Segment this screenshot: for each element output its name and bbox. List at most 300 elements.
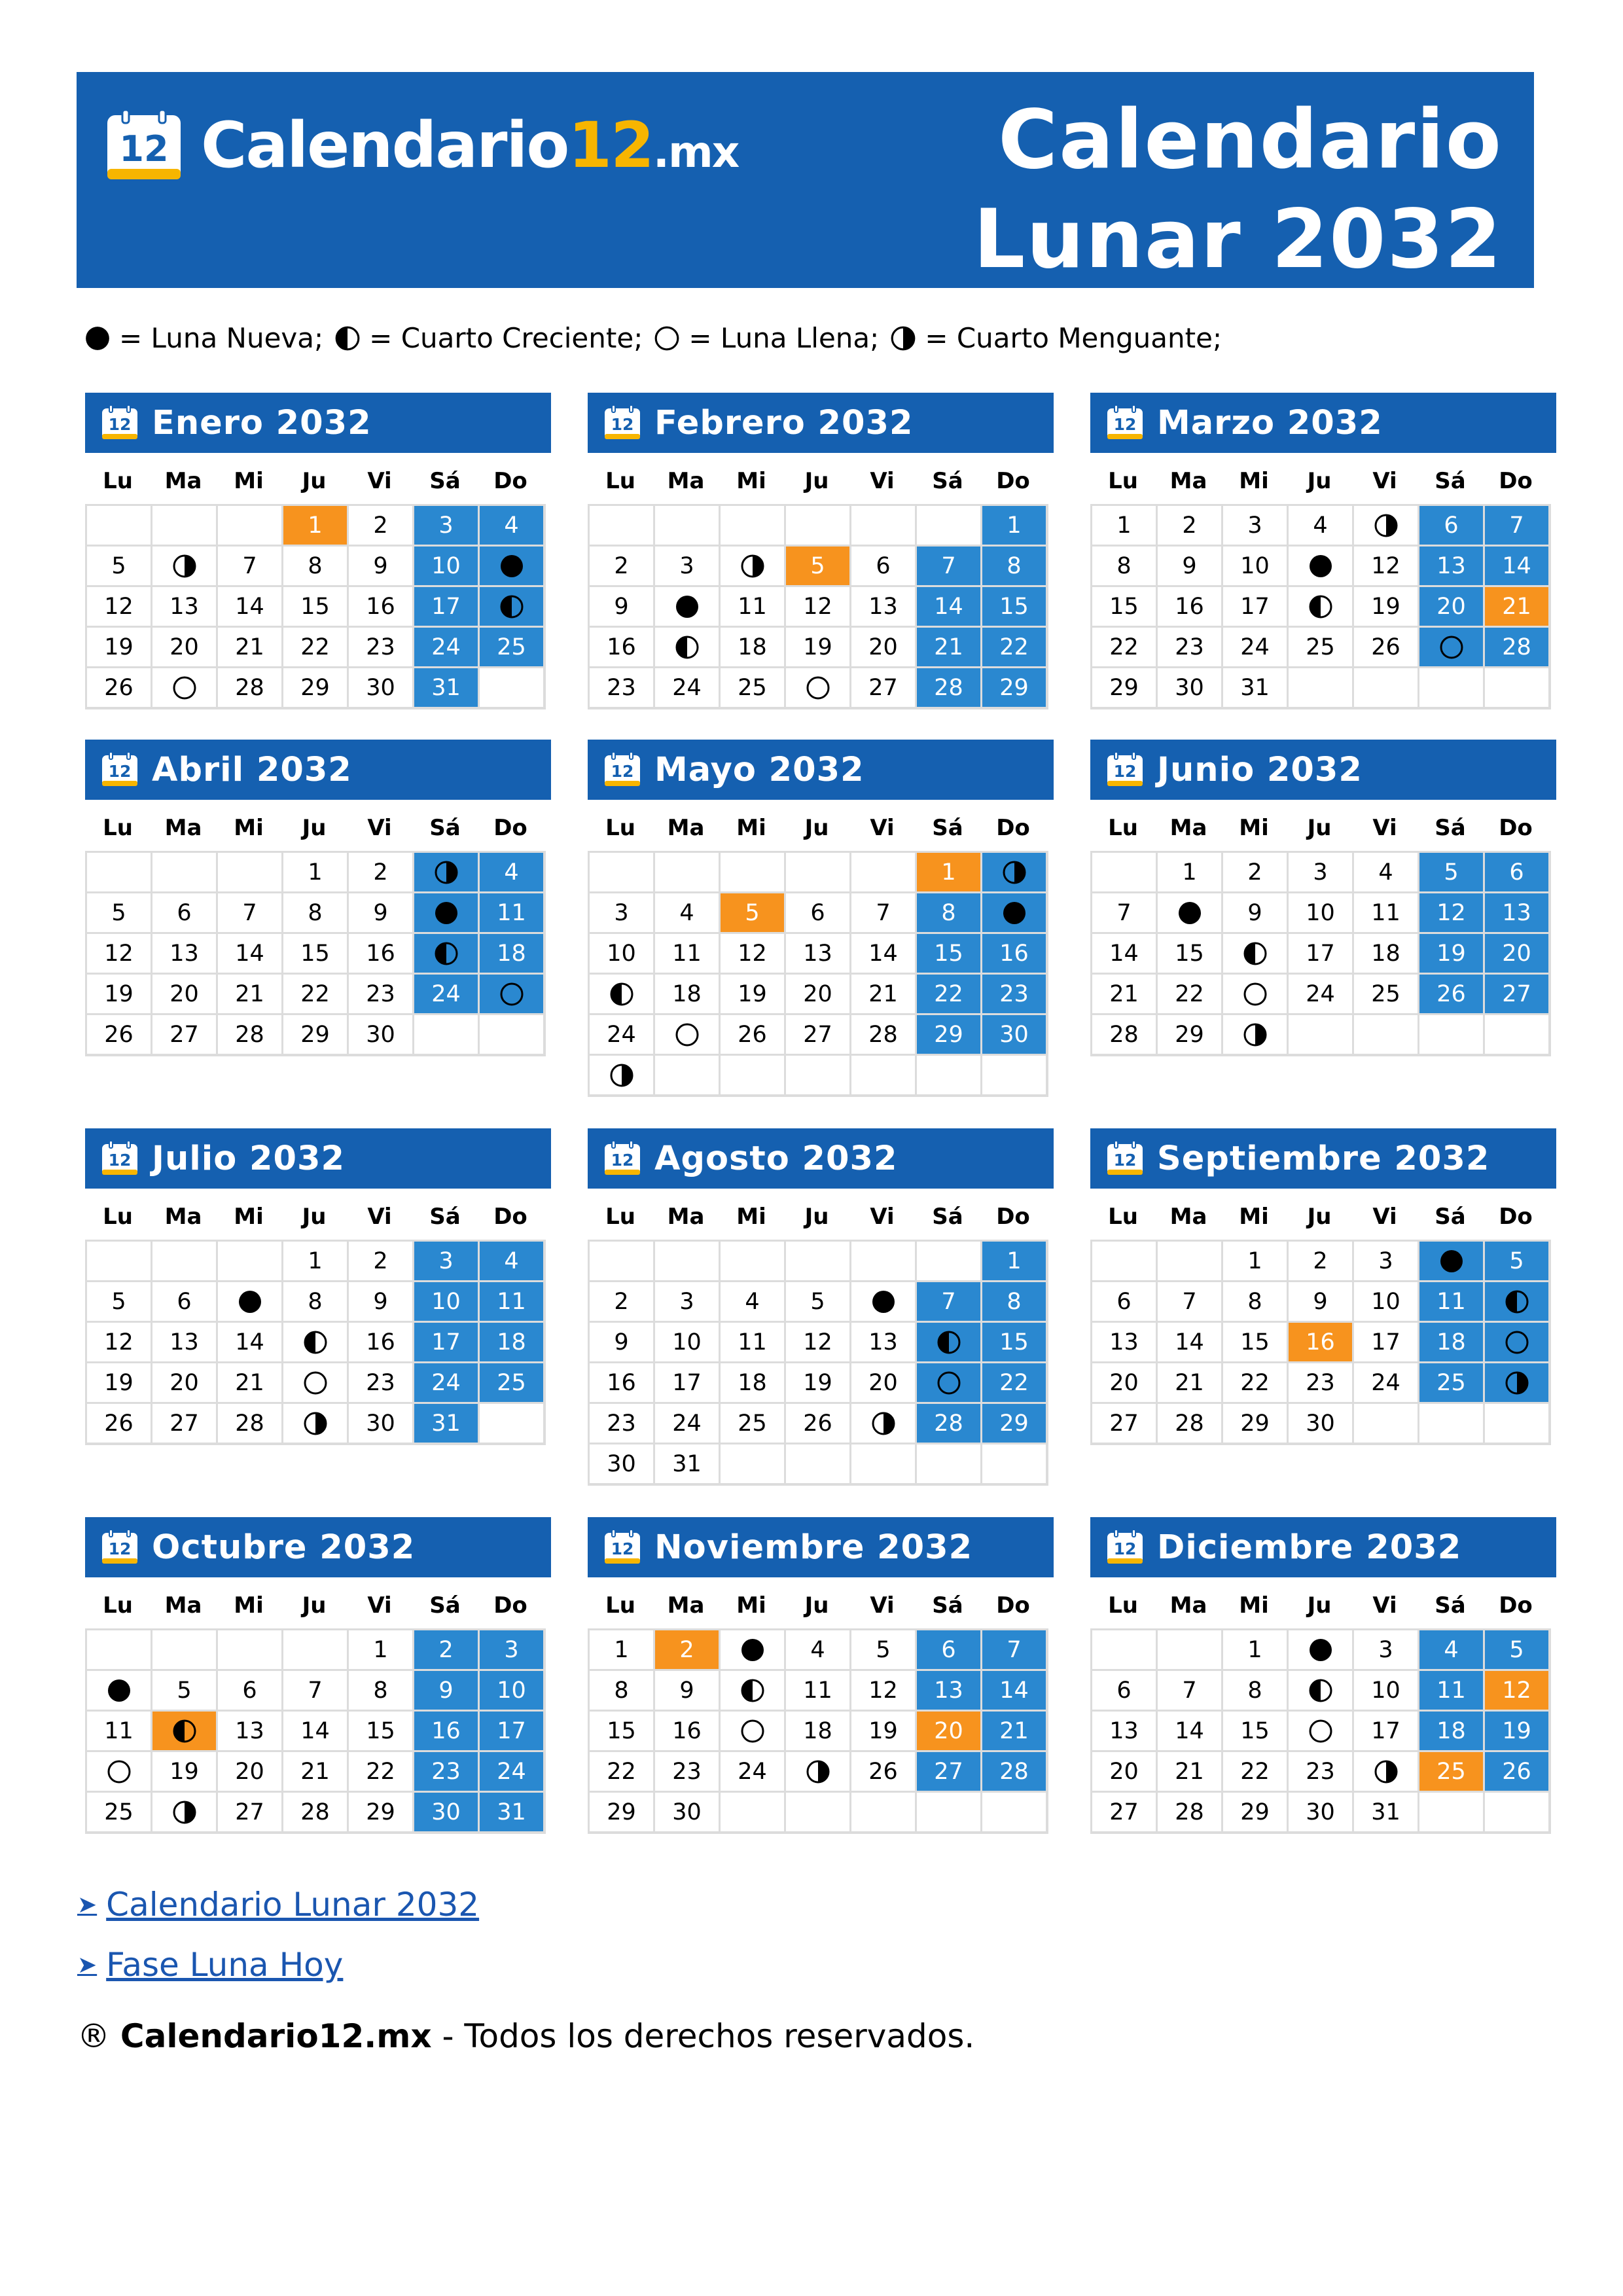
- day-cell: 1: [1156, 852, 1222, 893]
- month-4: [85, 740, 551, 1056]
- weekday-label: Vi: [1372, 815, 1397, 841]
- day-cell: [654, 1014, 720, 1055]
- day-cell: [151, 545, 217, 586]
- day-cell: 15: [981, 586, 1047, 627]
- day-cell: 27: [151, 1014, 217, 1055]
- day-cell: 24: [1222, 626, 1288, 668]
- day-cell: 10: [1287, 892, 1353, 933]
- calendar-icon: [1106, 752, 1144, 787]
- day-cell: 19: [86, 626, 152, 668]
- empty-cell: [719, 852, 785, 893]
- day-cell: 15: [282, 586, 348, 627]
- weekday-label: Ma: [1169, 1592, 1207, 1619]
- weekday-label: Do: [996, 815, 1030, 841]
- weekday-label: Mi: [736, 468, 766, 494]
- day-cell: 22: [282, 973, 348, 1014]
- moon-llena-icon: [1438, 634, 1465, 660]
- moon-llena-icon: [302, 1370, 329, 1396]
- empty-cell: [785, 505, 851, 546]
- day-cell: 8: [588, 1670, 654, 1711]
- empty-cell: [850, 1791, 916, 1833]
- moon-nueva-icon: [1308, 553, 1334, 579]
- weekday-header: [588, 1583, 1054, 1628]
- day-cell: 18: [478, 1321, 544, 1363]
- day-cell: 25: [1418, 1362, 1484, 1403]
- empty-cell: [785, 852, 851, 893]
- weekday-label: Ma: [667, 1204, 705, 1230]
- day-cell: 21: [850, 973, 916, 1014]
- day-cell: 14: [916, 586, 982, 627]
- moon-llena-icon: [936, 1370, 962, 1396]
- weekday-label: Ma: [164, 468, 202, 494]
- weekday-header: [1090, 1194, 1556, 1240]
- day-cell: 8: [981, 1281, 1047, 1322]
- month-title: Septiembre 2032: [1157, 1139, 1490, 1178]
- weekday-label: Ma: [1169, 1204, 1207, 1230]
- empty-cell: [916, 1791, 982, 1833]
- day-cell: 25: [1353, 973, 1419, 1014]
- weekday-label: Mi: [234, 1204, 264, 1230]
- month-title: Enero 2032: [152, 403, 372, 442]
- svg-text:12: 12: [1113, 762, 1137, 781]
- day-cell: 13: [1091, 1321, 1157, 1363]
- logo-wordmark: [201, 109, 739, 182]
- calendar-icon: [1106, 1530, 1144, 1565]
- day-cell: 8: [916, 892, 982, 933]
- footer-brand: Calendario12.mx: [120, 2017, 432, 2055]
- day-cell: 10: [654, 1321, 720, 1363]
- moon-nueva-icon: [1001, 900, 1027, 926]
- day-cell: 2: [1156, 505, 1222, 546]
- day-cell: 9: [1156, 545, 1222, 586]
- day-cell: 6: [785, 892, 851, 933]
- day-cell: 14: [1091, 933, 1157, 974]
- month-title: Julio 2032: [152, 1139, 345, 1178]
- day-cell: 4: [719, 1281, 785, 1322]
- day-cell: 7: [916, 1281, 982, 1322]
- day-cell: 5: [151, 1670, 217, 1711]
- day-cell: 19: [785, 626, 851, 668]
- day-cell: [282, 1321, 348, 1363]
- day-cell: 17: [1353, 1710, 1419, 1751]
- empty-cell: [1091, 1240, 1157, 1282]
- day-cell: 14: [217, 1321, 283, 1363]
- day-cell: 9: [588, 586, 654, 627]
- month-grid: [1090, 504, 1551, 709]
- day-cell: 15: [1091, 586, 1157, 627]
- day-cell: 7: [1156, 1281, 1222, 1322]
- month-title: Abril 2032: [152, 750, 352, 789]
- day-cell: 29: [282, 1014, 348, 1055]
- empty-cell: [1287, 1014, 1353, 1055]
- day-cell: 28: [1156, 1403, 1222, 1444]
- title-line-1: Calendario: [998, 93, 1503, 187]
- day-cell: 23: [413, 1751, 479, 1792]
- day-cell: 6: [1418, 505, 1484, 546]
- day-cell: 10: [1353, 1281, 1419, 1322]
- logo-number: 12: [568, 109, 653, 182]
- day-cell: [1418, 626, 1484, 668]
- day-cell: 3: [1287, 852, 1353, 893]
- moon-nueva-icon: [1308, 1637, 1334, 1663]
- day-cell: 20: [916, 1710, 982, 1751]
- empty-cell: [916, 1240, 982, 1282]
- empty-cell: [719, 1240, 785, 1282]
- weekday-label: Mi: [1239, 1592, 1269, 1619]
- day-cell: [217, 1281, 283, 1322]
- moon-creciente-icon: [334, 325, 361, 352]
- empty-cell: [916, 1443, 982, 1484]
- day-cell: 22: [1156, 973, 1222, 1014]
- day-cell: [981, 852, 1047, 893]
- empty-cell: [785, 1240, 851, 1282]
- day-cell: 15: [1222, 1710, 1288, 1751]
- month-grid: [588, 851, 1048, 1097]
- day-cell: 1: [981, 1240, 1047, 1282]
- day-cell: 27: [217, 1791, 283, 1833]
- empty-cell: [916, 1054, 982, 1096]
- empty-cell: [1353, 1014, 1419, 1055]
- weekday-label: Vi: [1372, 1592, 1397, 1619]
- day-cell: [1484, 1321, 1550, 1363]
- day-cell: 25: [478, 1362, 544, 1403]
- day-cell: [1287, 1670, 1353, 1711]
- calendar-icon: [101, 752, 139, 787]
- moon-menguante-icon: [870, 1410, 897, 1437]
- weekday-label: Vi: [1372, 468, 1397, 494]
- day-cell: 12: [850, 1670, 916, 1711]
- moon-llena-icon: [1504, 1329, 1530, 1355]
- empty-cell: [478, 667, 544, 708]
- day-cell: 10: [1222, 545, 1288, 586]
- weekday-label: Lu: [605, 815, 635, 841]
- day-cell: [1484, 1281, 1550, 1322]
- moon-creciente-icon: [1308, 1677, 1334, 1704]
- empty-cell: [916, 505, 982, 546]
- day-cell: 23: [1156, 626, 1222, 668]
- weekday-header: [588, 1194, 1054, 1240]
- moon-llena-icon: [106, 1759, 132, 1785]
- day-cell: 25: [478, 626, 544, 668]
- day-cell: [916, 1321, 982, 1363]
- empty-cell: [1418, 1791, 1484, 1833]
- day-cell: 28: [217, 1014, 283, 1055]
- day-cell: 25: [1287, 626, 1353, 668]
- day-cell: 1: [282, 505, 348, 546]
- day-cell: 4: [478, 852, 544, 893]
- day-cell: 18: [719, 626, 785, 668]
- day-cell: 3: [588, 892, 654, 933]
- day-cell: 20: [850, 1362, 916, 1403]
- moon-nueva-icon: [674, 594, 700, 620]
- weekday-label: Ju: [302, 815, 327, 841]
- day-cell: 30: [348, 1403, 414, 1444]
- weekday-label: Ju: [1307, 468, 1332, 494]
- day-cell: 7: [850, 892, 916, 933]
- weekday-label: Mi: [736, 815, 766, 841]
- day-cell: 7: [217, 545, 283, 586]
- day-cell: 12: [785, 1321, 851, 1363]
- weekday-label: Ju: [1307, 1592, 1332, 1619]
- month-header: [1090, 740, 1556, 800]
- day-cell: 21: [217, 1362, 283, 1403]
- month-grid: [85, 851, 546, 1056]
- month-grid: [588, 504, 1048, 709]
- month-grid: [588, 1240, 1048, 1486]
- moon-menguante-icon: [433, 859, 459, 886]
- day-cell: [1222, 1014, 1288, 1055]
- day-cell: 12: [719, 933, 785, 974]
- month-header: [1090, 1517, 1556, 1577]
- day-cell: 2: [1222, 852, 1288, 893]
- month-10: [85, 1517, 551, 1834]
- day-cell: 20: [151, 1362, 217, 1403]
- empty-cell: [217, 852, 283, 893]
- moon-creciente-icon: [1308, 594, 1334, 620]
- day-cell: 3: [1353, 1240, 1419, 1282]
- day-cell: 18: [719, 1362, 785, 1403]
- day-cell: 28: [916, 1403, 982, 1444]
- empty-cell: [282, 1629, 348, 1670]
- day-cell: 16: [588, 626, 654, 668]
- calendar-icon: [101, 1141, 139, 1176]
- day-cell: 20: [1418, 586, 1484, 627]
- day-cell: 10: [478, 1670, 544, 1711]
- weekday-label: Ju: [804, 468, 829, 494]
- day-cell: 12: [1418, 892, 1484, 933]
- day-cell: 9: [654, 1670, 720, 1711]
- arrow-icon: ➤: [77, 1891, 98, 1918]
- day-cell: 13: [151, 586, 217, 627]
- day-cell: 15: [1222, 1321, 1288, 1363]
- weekday-label: Vi: [870, 815, 895, 841]
- day-cell: 23: [588, 667, 654, 708]
- day-cell: 2: [348, 1240, 414, 1282]
- moon-menguante-icon: [609, 1062, 635, 1088]
- month-title: Junio 2032: [1157, 750, 1363, 789]
- month-7: [85, 1128, 551, 1445]
- empty-cell: [1484, 667, 1550, 708]
- day-cell: [1353, 1751, 1419, 1792]
- moon-creciente-icon: [302, 1329, 329, 1355]
- day-cell: 7: [1484, 505, 1550, 546]
- empty-cell: [654, 1054, 720, 1096]
- day-cell: 20: [1091, 1362, 1157, 1403]
- moon-menguante-icon: [1373, 512, 1399, 539]
- day-cell: 23: [654, 1751, 720, 1792]
- day-cell: 16: [1287, 1321, 1353, 1363]
- day-cell: 18: [785, 1710, 851, 1751]
- day-cell: 4: [785, 1629, 851, 1670]
- day-cell: [413, 933, 479, 974]
- day-cell: 29: [1222, 1791, 1288, 1833]
- empty-cell: [654, 505, 720, 546]
- weekday-label: Do: [493, 1204, 527, 1230]
- day-cell: 2: [348, 505, 414, 546]
- day-cell: 19: [1353, 586, 1419, 627]
- legend-label: = Luna Llena;: [688, 322, 880, 354]
- day-cell: 22: [916, 973, 982, 1014]
- day-cell: 6: [916, 1629, 982, 1670]
- day-cell: 12: [86, 933, 152, 974]
- day-cell: 12: [86, 586, 152, 627]
- day-cell: 3: [413, 1240, 479, 1282]
- day-cell: 26: [785, 1403, 851, 1444]
- day-cell: 31: [413, 667, 479, 708]
- day-cell: [282, 1362, 348, 1403]
- moon-llena-icon: [171, 675, 198, 701]
- day-cell: 1: [588, 1629, 654, 1670]
- day-cell: 19: [1484, 1710, 1550, 1751]
- weekday-label: Ju: [1307, 1204, 1332, 1230]
- day-cell: 28: [282, 1791, 348, 1833]
- day-cell: 9: [348, 545, 414, 586]
- day-cell: 16: [348, 1321, 414, 1363]
- day-cell: 1: [981, 505, 1047, 546]
- day-cell: [981, 892, 1047, 933]
- day-cell: 15: [981, 1321, 1047, 1363]
- moon-nueva-icon: [237, 1289, 263, 1315]
- weekday-label: Ma: [667, 1592, 705, 1619]
- day-cell: 5: [1418, 852, 1484, 893]
- weekday-label: Ma: [667, 815, 705, 841]
- day-cell: 6: [1484, 852, 1550, 893]
- day-cell: 21: [1156, 1751, 1222, 1792]
- day-cell: 12: [86, 1321, 152, 1363]
- calendar-icon: [603, 1530, 641, 1565]
- link-calendario-lunar[interactable]: [77, 1874, 479, 1935]
- legend-label: = Cuarto Creciente;: [369, 322, 643, 354]
- empty-cell: [413, 1014, 479, 1055]
- site-logo[interactable]: [105, 106, 738, 185]
- day-cell: [151, 1791, 217, 1833]
- day-cell: 11: [478, 892, 544, 933]
- day-cell: [1156, 892, 1222, 933]
- empty-cell: [217, 1629, 283, 1670]
- weekday-label: Lu: [605, 1204, 635, 1230]
- day-cell: 31: [654, 1443, 720, 1484]
- weekday-header: [85, 1583, 551, 1628]
- weekday-label: Do: [493, 1592, 527, 1619]
- empty-cell: [850, 1443, 916, 1484]
- empty-cell: [86, 852, 152, 893]
- day-cell: [151, 667, 217, 708]
- day-cell: 21: [217, 626, 283, 668]
- weekday-label: Sá: [932, 1204, 963, 1230]
- moon-creciente-icon: [433, 941, 459, 967]
- day-cell: 15: [282, 933, 348, 974]
- day-cell: [785, 667, 851, 708]
- moon-nueva-icon: [1438, 1248, 1465, 1274]
- empty-cell: [86, 1240, 152, 1282]
- day-cell: 24: [1353, 1362, 1419, 1403]
- day-cell: 22: [282, 626, 348, 668]
- svg-text:12: 12: [611, 1151, 634, 1170]
- day-cell: 22: [1222, 1751, 1288, 1792]
- weekday-label: Lu: [103, 1592, 133, 1619]
- day-cell: 6: [850, 545, 916, 586]
- day-cell: [1222, 933, 1288, 974]
- day-cell: 13: [850, 1321, 916, 1363]
- day-cell: 3: [654, 545, 720, 586]
- day-cell: 16: [654, 1710, 720, 1751]
- weekday-label: Do: [996, 1204, 1030, 1230]
- day-cell: 8: [981, 545, 1047, 586]
- day-cell: 8: [282, 1281, 348, 1322]
- month-1: [85, 393, 551, 709]
- weekday-label: Ma: [164, 815, 202, 841]
- day-cell: [654, 626, 720, 668]
- day-cell: 27: [1091, 1403, 1157, 1444]
- day-cell: 11: [719, 1321, 785, 1363]
- day-cell: 6: [151, 1281, 217, 1322]
- day-cell: 5: [719, 892, 785, 933]
- link-label: Calendario Lunar 2032: [106, 1886, 480, 1924]
- month-header: [588, 393, 1054, 453]
- day-cell: 15: [916, 933, 982, 974]
- day-cell: 13: [1418, 545, 1484, 586]
- calendar-icon: [603, 405, 641, 440]
- weekday-label: Lu: [1108, 815, 1138, 841]
- day-cell: 31: [478, 1791, 544, 1833]
- day-cell: 17: [1353, 1321, 1419, 1363]
- month-11: [588, 1517, 1054, 1834]
- day-cell: 27: [785, 1014, 851, 1055]
- moon-llena-icon: [740, 1718, 766, 1744]
- day-cell: 17: [654, 1362, 720, 1403]
- day-cell: 16: [981, 933, 1047, 974]
- day-cell: [478, 973, 544, 1014]
- day-cell: [719, 1629, 785, 1670]
- weekday-header: [85, 458, 551, 504]
- empty-cell: [151, 852, 217, 893]
- day-cell: 25: [1418, 1751, 1484, 1792]
- day-cell: 24: [588, 1014, 654, 1055]
- day-cell: 11: [1353, 892, 1419, 933]
- calendar-icon: [101, 1530, 139, 1565]
- day-cell: 14: [1156, 1710, 1222, 1751]
- month-header: [588, 1128, 1054, 1189]
- empty-cell: [981, 1054, 1047, 1096]
- day-cell: 4: [1353, 852, 1419, 893]
- moon-nueva-icon: [1177, 900, 1203, 926]
- day-cell: 20: [850, 626, 916, 668]
- day-cell: 14: [217, 933, 283, 974]
- moon-nueva-icon: [106, 1677, 132, 1704]
- day-cell: 2: [588, 545, 654, 586]
- svg-text:12: 12: [611, 762, 634, 781]
- moon-menguante-icon: [1242, 1022, 1268, 1048]
- link-list: [77, 1874, 479, 1995]
- day-cell: 28: [981, 1751, 1047, 1792]
- day-cell: 21: [1484, 586, 1550, 627]
- day-cell: 11: [719, 586, 785, 627]
- weekday-label: Do: [1499, 1204, 1533, 1230]
- month-title: Noviembre 2032: [654, 1528, 973, 1567]
- moon-creciente-icon: [936, 1329, 962, 1355]
- day-cell: 28: [850, 1014, 916, 1055]
- day-cell: 7: [1156, 1670, 1222, 1711]
- day-cell: 24: [413, 973, 479, 1014]
- weekday-label: Sá: [932, 1592, 963, 1619]
- day-cell: 1: [282, 1240, 348, 1282]
- day-cell: 29: [916, 1014, 982, 1055]
- day-cell: 25: [86, 1791, 152, 1833]
- empty-cell: [785, 1791, 851, 1833]
- day-cell: 6: [151, 892, 217, 933]
- day-cell: 28: [217, 667, 283, 708]
- link-fase-luna-hoy[interactable]: [77, 1935, 479, 1995]
